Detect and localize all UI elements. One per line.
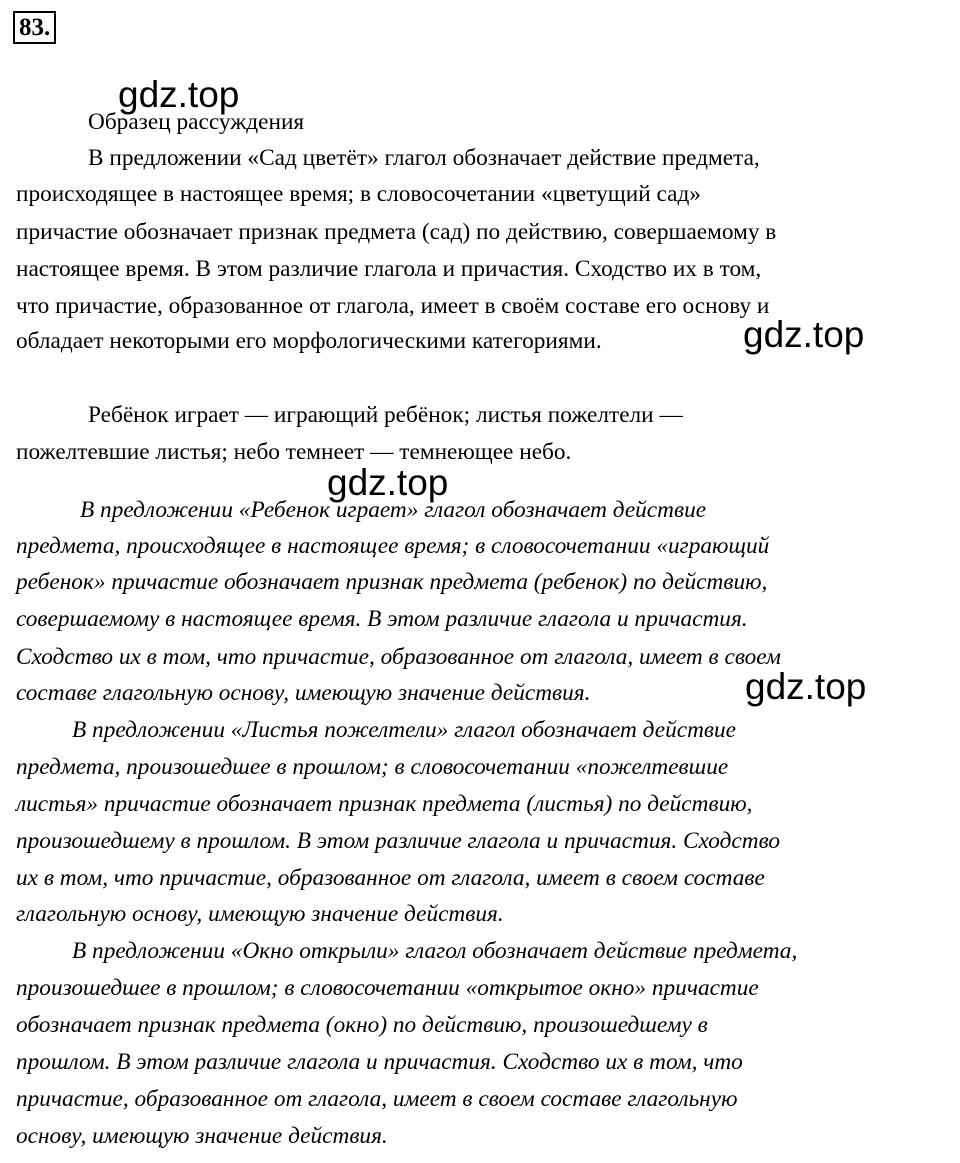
answer-line: листья» причастие обозначает признак предмета (листья) по действию, — [16, 791, 753, 817]
answer-line: предмета, произошедшее в прошлом; в словосочетании «пожелтевшие — [16, 754, 729, 780]
answer-line: причастие, образованное от глагола, имеет в своем составе глагольную — [16, 1086, 738, 1112]
answer-line: глагольную основу, имеющую значение действия. — [16, 901, 504, 927]
watermark: gdz.top — [118, 74, 240, 115]
text-line: обладает некоторыми его морфологическими категориями. — [16, 328, 602, 354]
answer-line: ребенок» причастие обозначает признак предмета (ребенок) по действию, — [16, 569, 768, 595]
text-line: пожелтевшие листья; небо темнеет — темнеющее небо. — [16, 439, 572, 465]
text-line: происходящее в настоящее время; в словосочетании «цветущий сад» — [16, 181, 701, 207]
answer-line: их в том, что причастие, образованное от глагола, имеет в своем составе — [16, 865, 765, 891]
answer-line: произошедшее в прошлом; в словосочетании «открытое окно» причастие — [16, 975, 759, 1001]
answer-line: В предложении «Листья пожелтели» глагол обозначает действие — [72, 717, 737, 743]
text-line: что причастие, образованное от глагола, имеет в своём составе его основу и — [16, 293, 770, 319]
text-line: настоящее время. В этом различие глагола и причастия. Сходство их в том, — [16, 256, 762, 282]
answer-line: составе глагольную основу, имеющую значение действия. — [16, 680, 591, 706]
text-line: причастие обозначает признак предмета (сад) по действию, совершаемому в — [16, 219, 777, 245]
exercise-number: 83. — [13, 11, 56, 44]
answer-line: основу, имеющую значение действия. — [16, 1123, 388, 1149]
watermark: gdz.top — [743, 314, 865, 355]
answer-line: произошедшему в прошлом. В этом различие глагола и причастия. Сходство — [16, 828, 781, 854]
answer-line: В предложении «Ребенок играет» глагол обозначает действие — [80, 497, 707, 523]
exercise-number-text: 83 — [19, 14, 44, 41]
text-line: Ребёнок играет — играющий ребёнок; листья пожелтели — — [88, 402, 683, 428]
answer-line: В предложении «Окно открыли» глагол обозначает действие предмета, — [72, 938, 798, 964]
answer-line: предмета, происходящее в настоящее время; в словосочетании «играющий — [16, 533, 770, 559]
answer-line: Сходство их в том, что причастие, образованное от глагола, имеет в своем — [16, 644, 781, 670]
answer-line: обозначает признак предмета (окно) по действию, произошедшему в — [16, 1012, 708, 1038]
answer-line: прошлом. В этом различие глагола и причастия. Сходство их в том, что — [16, 1049, 743, 1075]
answer-line: совершаемому в настоящее время. В этом различие глагола и причастия. — [16, 606, 748, 632]
sample-heading: Образец рассуждения — [88, 109, 305, 135]
watermark: gdz.top — [745, 666, 867, 707]
watermark: gdz.top — [327, 462, 449, 503]
text-line: В предложении «Сад цветёт» глагол обозначает действие предмета, — [88, 145, 760, 171]
